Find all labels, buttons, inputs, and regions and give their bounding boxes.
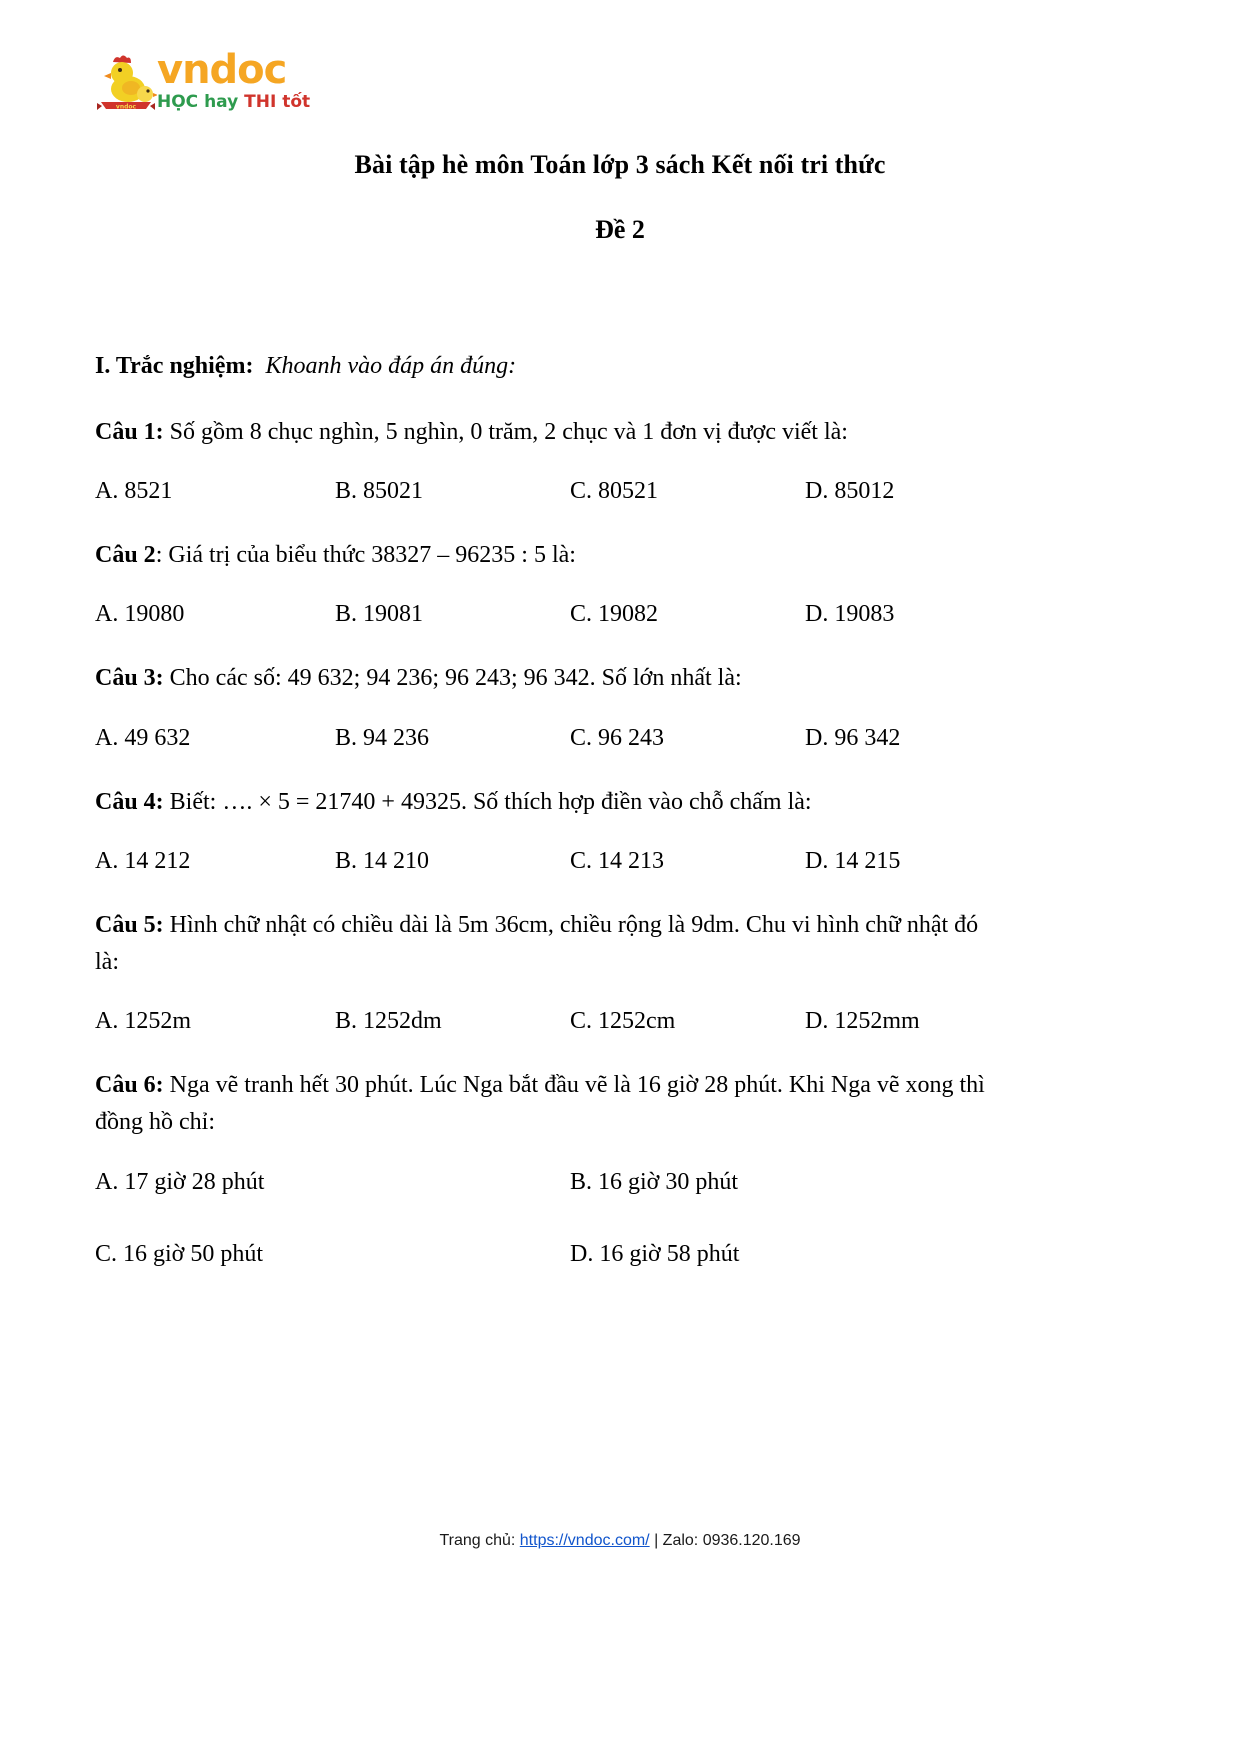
question-label: Câu 1: — [95, 419, 164, 445]
option-d[interactable]: D. 16 giờ 58 phút — [570, 1240, 740, 1267]
section-instruction: Khoanh vào đáp án đúng: — [265, 353, 517, 379]
vndoc-logo[interactable] — [95, 48, 355, 120]
option-b[interactable]: B. 16 giờ 30 phút — [570, 1168, 739, 1195]
question-label: Câu 3: — [95, 665, 164, 692]
logo-wordmark-group — [157, 47, 347, 112]
logo-tagline — [157, 92, 347, 112]
answer-options — [95, 843, 1000, 879]
tagline-hoc: HỌC — [157, 92, 199, 112]
logo-wordmark-text: vndoc — [157, 47, 287, 93]
question-body: Cho các số: 49 632; 94 236; 96 243; 96 342. Số lớn nhất là: — [163, 665, 742, 692]
option-c[interactable]: C. 16 giờ 50 phút — [95, 1240, 264, 1267]
answer-row — [95, 1236, 1000, 1272]
option-a[interactable]: A. 19080 — [95, 601, 185, 628]
question-text — [95, 537, 1000, 574]
section-heading — [95, 348, 1000, 384]
option-b[interactable]: B. 94 236 — [335, 724, 430, 751]
question-body: Biết: …. × 5 = 21740 + 49325. Số thích hợp điền vào chỗ chấm là: — [163, 788, 812, 815]
option-d[interactable]: D. 85012 — [805, 478, 895, 505]
option-b[interactable]: B. 19081 — [335, 601, 424, 628]
option-d[interactable]: D. 19083 — [805, 601, 895, 628]
option-a[interactable]: A. 17 giờ 28 phút — [95, 1168, 265, 1195]
exercise-content — [95, 348, 1000, 1300]
question-text — [95, 1067, 1000, 1141]
page-title: Bài tập hè môn Toán lớp 3 sách Kết nối tri thức — [354, 150, 886, 179]
answer-options — [95, 473, 1000, 509]
question-text — [95, 414, 1000, 451]
question-label: Câu 2 — [95, 542, 156, 569]
question-text — [95, 784, 1000, 821]
question-body: Số gồm 8 chục nghìn, 5 nghìn, 0 trăm, 2 chục và 1 đơn vị được viết là: — [163, 419, 848, 445]
option-c[interactable]: C. 96 243 — [570, 724, 665, 751]
tagline-hay: hay — [204, 92, 239, 112]
svg-text:vndoc: vndoc — [115, 103, 137, 111]
section-label: I. Trắc nghiệm: — [95, 353, 254, 379]
option-c[interactable]: C. 19082 — [570, 601, 659, 628]
option-d[interactable]: D. 14 215 — [805, 847, 901, 874]
tagline-thi: THI — [244, 92, 277, 112]
question-text — [95, 660, 1000, 697]
option-a[interactable]: A. 14 212 — [95, 847, 191, 874]
tagline-tot: tốt — [282, 92, 311, 112]
answer-options — [95, 720, 1000, 756]
chick-mascot-icon — [95, 52, 157, 116]
footer-prefix: Trang chủ: — [439, 1532, 520, 1549]
answer-options — [95, 1164, 1000, 1272]
option-a[interactable]: A. 1252m — [95, 1008, 191, 1035]
answer-options — [95, 596, 1000, 632]
answer-options — [95, 1003, 1000, 1039]
page-footer — [0, 1532, 1240, 1550]
question-text — [95, 907, 1000, 981]
option-b[interactable]: B. 14 210 — [335, 847, 430, 874]
question-label: Câu 6: — [95, 1072, 164, 1099]
option-d[interactable]: D. 1252mm — [805, 1008, 920, 1035]
footer-suffix: | Zalo: 0936.120.169 — [649, 1532, 801, 1549]
question-body: : Giá trị của biểu thức 38327 – 96235 : 5 là: — [155, 542, 576, 569]
option-a[interactable]: A. 49 632 — [95, 724, 191, 751]
option-c[interactable]: C. 80521 — [570, 478, 659, 505]
option-d[interactable]: D. 96 342 — [805, 724, 901, 751]
page-subtitle: Đề 2 — [595, 215, 645, 244]
answer-row — [95, 1164, 1000, 1200]
option-c[interactable]: C. 1252cm — [570, 1008, 676, 1035]
question-label: Câu 4: — [95, 788, 164, 815]
question-body: Nga vẽ tranh hết 30 phút. Lúc Nga bắt đầu vẽ là 16 giờ 28 phút. Khi Nga vẽ xong thì đồng hồ chỉ: — [95, 1072, 985, 1136]
option-c[interactable]: C. 14 213 — [570, 847, 665, 874]
option-b[interactable]: B. 1252dm — [335, 1008, 442, 1035]
option-b[interactable]: B. 85021 — [335, 478, 424, 505]
question-body: Hình chữ nhật có chiều dài là 5m 36cm, chiều rộng là 9dm. Chu vi hình chữ nhật đó là: — [95, 911, 979, 975]
footer-homepage-link[interactable]: https://vndoc.com/ — [519, 1532, 650, 1549]
option-a[interactable]: A. 8521 — [95, 478, 173, 505]
question-label: Câu 5: — [95, 911, 164, 938]
